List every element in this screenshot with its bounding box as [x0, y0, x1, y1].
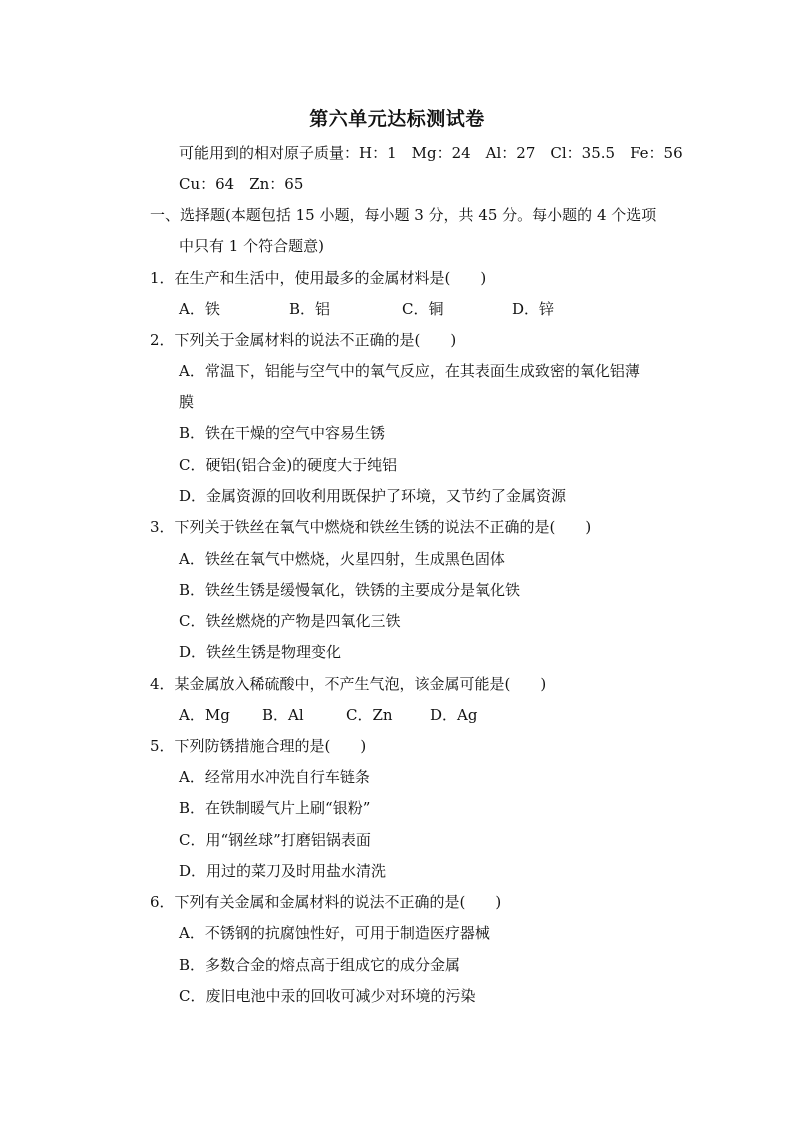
atomic-mass-line-2: Cu：64 Zn：65: [179, 175, 304, 193]
question-4-option-b: B．Al: [262, 706, 304, 724]
section-heading-line-1: 一、选择题(本题包括 15 小题，每小题 3 分，共 45 分。每小题的 4 个选项: [150, 206, 657, 224]
question-4-option-d: D．Ag: [430, 706, 478, 724]
question-6-option-a: A．不锈钢的抗腐蚀性好，可用于制造医疗器械: [179, 924, 490, 942]
question-2-option-a: A．常温下，铝能与空气中的氧气反应，在其表面生成致密的氧化铝薄: [179, 362, 640, 380]
question-5-stem: 5．下列防锈措施合理的是( ): [150, 737, 367, 755]
question-1-option-b: B．铝: [289, 300, 331, 318]
question-3-option-a: A．铁丝在氧气中燃烧，火星四射，生成黑色固体: [179, 550, 505, 568]
question-6-option-b: B．多数合金的熔点高于组成它的成分金属: [179, 956, 461, 974]
question-1-option-c: C．铜: [402, 300, 444, 318]
question-2-option-a-cont: 膜: [179, 393, 195, 411]
question-5-option-c: C．用“钢丝球”打磨铝锅表面: [179, 831, 371, 849]
question-4-options: [179, 705, 477, 725]
section-heading-line-2: 中只有 1 个符合题意): [179, 237, 324, 255]
question-2-stem: 2．下列关于金属材料的说法不正确的是( ): [150, 331, 457, 349]
question-5-option-a: A．经常用水冲洗自行车链条: [179, 768, 370, 786]
question-6-stem: 6．下列有关金属和金属材料的说法不正确的是( ): [150, 893, 502, 911]
question-2-option-b: B．铁在干燥的空气中容易生锈: [179, 424, 386, 442]
question-1-option-a: A．铁: [179, 300, 220, 318]
page-title: 第六单元达标测试卷: [309, 108, 485, 130]
question-1-stem: 1．在生产和生活中，使用最多的金属材料是( ): [150, 269, 487, 287]
question-1-option-d: D．锌: [512, 300, 555, 318]
question-5-option-d: D．用过的菜刀及时用盐水清洗: [179, 862, 387, 880]
question-4-option-a: A．Mg: [179, 706, 230, 724]
question-4-stem: 4．某金属放入稀硫酸中，不产生气泡，该金属可能是( ): [150, 675, 547, 693]
question-3-option-d: D．铁丝生锈是物理变化: [179, 643, 342, 661]
question-2-option-c: C．硬铝(铝合金)的硬度大于纯铝: [179, 456, 398, 474]
atomic-mass-line-1: 可能用到的相对原子质量：H：1 Mg：24 Al：27 Cl：35.5 Fe：56: [179, 144, 683, 162]
question-5-option-b: B．在铁制暖气片上刷“银粉”: [179, 799, 371, 817]
question-1-options: [179, 299, 554, 319]
question-3-stem: 3．下列关于铁丝在氧气中燃烧和铁丝生锈的说法不正确的是( ): [150, 518, 592, 536]
question-3-option-b: B．铁丝生锈是缓慢氧化，铁锈的主要成分是氧化铁: [179, 581, 521, 599]
question-2-option-d: D．金属资源的回收利用既保护了环境，又节约了金属资源: [179, 487, 567, 505]
question-6-option-c: C．废旧电池中汞的回收可减少对环境的污染: [179, 987, 476, 1005]
question-4-option-c: C．Zn: [346, 706, 393, 724]
question-3-option-c: C．铁丝燃烧的产物是四氧化三铁: [179, 612, 401, 630]
